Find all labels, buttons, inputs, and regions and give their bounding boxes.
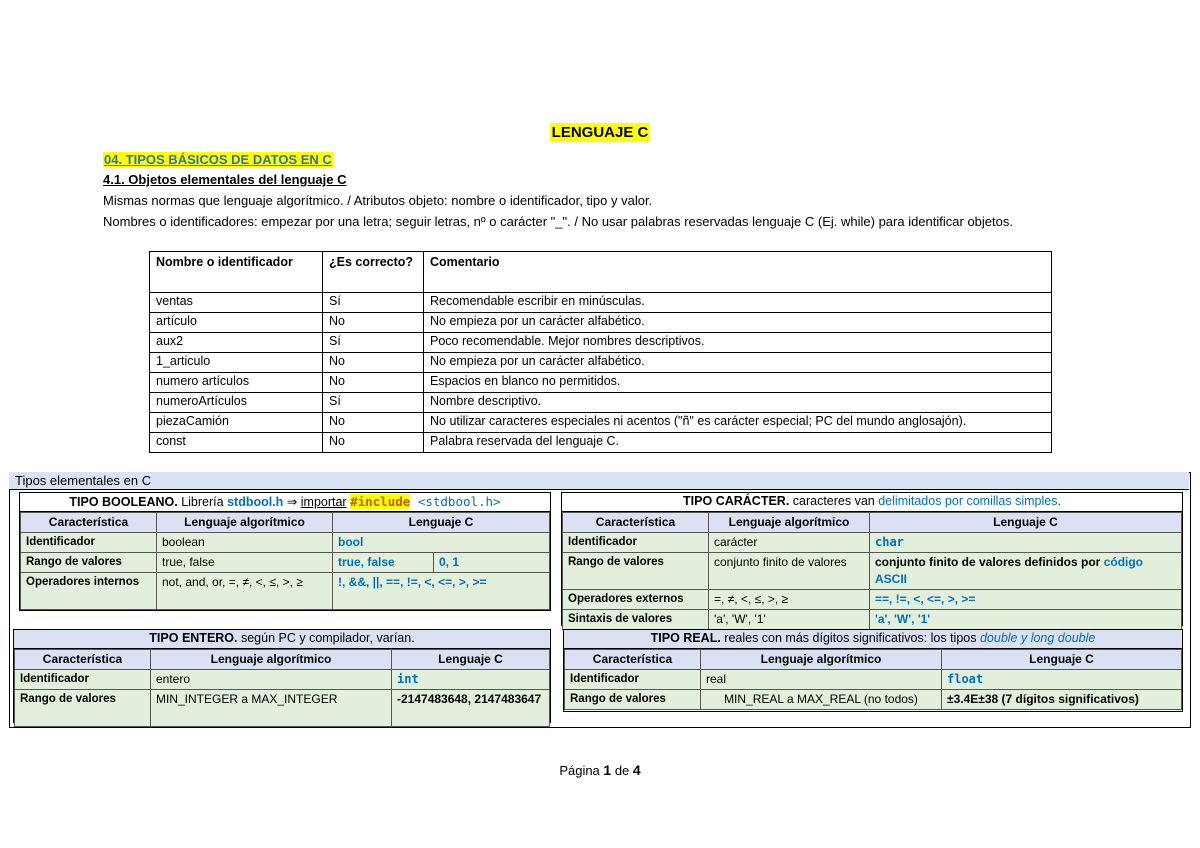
header-cell: ¿Es correcto? (323, 252, 424, 293)
cell: Sí (323, 333, 424, 353)
cell: artículo (150, 313, 323, 333)
cell: Espacios en blanco no permitidos. (424, 373, 1052, 393)
char-title: TIPO CARÁCTER. caracteres van delimitados por comillas simples. (562, 493, 1182, 512)
table-row (150, 313, 1052, 333)
paragraph-rules: Mismas normas que lenguaje algorítmico. / Atributos objeto: nombre o identificador, tipo y valor. (103, 193, 653, 208)
cell: No (323, 313, 424, 333)
cell: No (323, 433, 424, 453)
header-cell: Comentario (424, 252, 1052, 293)
page-title: LENGUAJE C (551, 124, 649, 141)
table-header-row (150, 252, 1052, 293)
identifier-table (149, 251, 1052, 453)
cell: No (323, 373, 424, 393)
page-footer: Página 1 de 4 (559, 762, 641, 778)
real-title: TIPO REAL. reales con más dígitos significativos: los tipos double y long double (564, 630, 1182, 649)
cell: piezaCamión (150, 413, 323, 433)
char-table: Característica Lenguaje algorítmico Lenguaje C Identificador carácter char Rango de valores conjunto finito de valores conjunto finito de valores definidos por código ASCII Operadores externos =, ≠, <, ≤, >, ≥ ==, !=, <, <=, >, >= Sintaxis de valores 'a', 'W', '1' 'a', 'W', '1' (562, 512, 1182, 630)
types-header: Tipos elementales en C (9, 472, 1189, 490)
cell: const (150, 433, 323, 453)
cell: No (323, 413, 424, 433)
table-row (150, 433, 1052, 453)
cell: numeroArtículos (150, 393, 323, 413)
cell: No (323, 353, 424, 373)
cell: Recomendable escribir en minúsculas. (424, 293, 1052, 313)
cell: numero artículos (150, 373, 323, 393)
table-row (150, 293, 1052, 313)
cell: Nombre descriptivo. (424, 393, 1052, 413)
real-table: Característica Lenguaje algorítmico Lenguaje C Identificador real float Rango de valores MIN_REAL a MAX_REAL (no todos) ±3.4E±38 (7 dígitos significativos) (564, 649, 1182, 710)
int-table: Característica Lenguaje algorítmico Lenguaje C Identificador entero int Rango de valores MIN_INTEGER a MAX_INTEGER -2147483648, 2147483647 (14, 649, 550, 727)
real-panel (563, 629, 1183, 712)
cell: Sí (323, 293, 424, 313)
section-heading: 04. TIPOS BÁSICOS DE DATOS EN C (104, 152, 332, 167)
cell: 1_articulo (150, 353, 323, 373)
int-title: TIPO ENTERO. según PC y compilador, varían. (14, 630, 550, 649)
cell: No empieza por un carácter alfabético. (424, 353, 1052, 373)
char-panel (561, 492, 1183, 626)
boolean-title: TIPO BOOLEANO. Librería stdbool.h ⇒ importar #include <stdbool.h> (20, 493, 550, 512)
paragraph-identifiers: Nombres o identificadores: empezar por una letra; seguir letras, nº o carácter "_". / No usar palabras reservadas lenguaje C (Ej. while) para identificar objetos. (103, 214, 1013, 229)
table-row (150, 393, 1052, 413)
int-panel (13, 629, 551, 723)
cell: Sí (323, 393, 424, 413)
cell: ventas (150, 293, 323, 313)
table-row (150, 373, 1052, 393)
table-row (150, 333, 1052, 353)
cell: Palabra reservada del lenguaje C. (424, 433, 1052, 453)
boolean-table: Característica Lenguaje algorítmico Lenguaje C Identificador boolean bool Rango de valores true, false true, false 0, 1 Operadores internos not, and, or, =, ≠, <, ≤, >, ≥ !, &&, ||, ==, !=, <, <=, >, >= (20, 512, 550, 610)
subsection-heading: 4.1. Objetos elementales del lenguaje C (103, 172, 347, 187)
cell: aux2 (150, 333, 323, 353)
cell: No utilizar caracteres especiales ni acentos ("ñ" es carácter especial; PC del mundo anglosajón). (424, 413, 1052, 433)
header-cell: Nombre o identificador (150, 252, 323, 293)
boolean-panel (19, 492, 551, 611)
table-row (150, 353, 1052, 373)
cell: No empieza por un carácter alfabético. (424, 313, 1052, 333)
cell: Poco recomendable. Mejor nombres descriptivos. (424, 333, 1052, 353)
table-row (150, 413, 1052, 433)
